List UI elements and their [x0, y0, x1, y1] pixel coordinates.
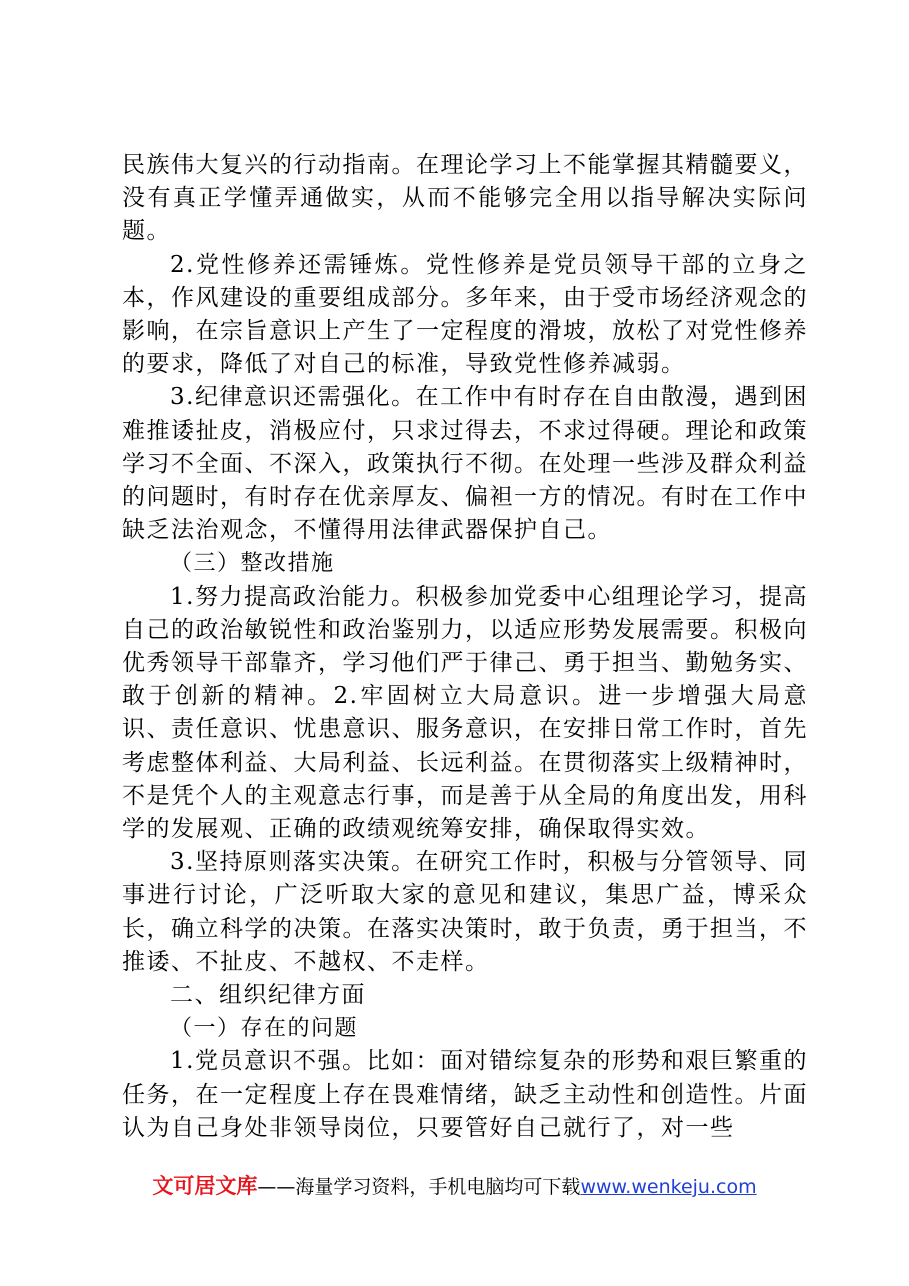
paragraph-party-member-awareness: 1.党员意识不强。比如：面对错综复杂的形势和艰巨繁重的任务，在一定程度上存在畏难情绪，缺乏主动性和创造性。片面认为自己身处非领导岗位，只要管好自己就行了，对一些: [122, 1048, 808, 1141]
document-body: [122, 149, 808, 1145]
paragraph-political-ability: 1.努力提高政治能力。积极参加党委中心组理论学习，提高自己的政治敏锐性和政治鉴别力，以适应形势发展需要。积极向优秀领导干部靠齐，学习他们严于律己、勇于担当、勤勉务实、敢于创新的精神。2.牢固树立大局意识。进一步增强大局意识、责任意识、忧患意识、服务意识，在安排日常工作时，首先考虑整体利益、大局利益、长远利益。在贯彻落实上级精神时，不是凭个人的主观意志行事，而是善于从全局的角度出发，用科学的发展观、正确的政绩观统筹安排，确保取得实效。: [122, 583, 808, 843]
footer-slogan: ——海量学习资料，手机电脑均可下载: [257, 1176, 581, 1198]
paragraph-decision-making: 3.坚持原则落实决策。在研究工作时，积极与分管领导、同事进行讨论，广泛听取大家的意见和建议，集思广益，博采众长，确立科学的决策。在落实决策时，敢于负责，勇于担当，不推诿、不扯皮、不越权、不走样。: [122, 849, 808, 975]
paragraph-continuation: 民族伟大复兴的行动指南。在理论学习上不能掌握其精髓要义，没有真正学懂弄通做实，从而不能够完全用以指导解决实际问题。: [122, 152, 808, 245]
paragraph-discipline-awareness: 3.纪律意识还需强化。在工作中有时存在自由散漫，遇到困难推诿扯皮，消极应付，只求过得去，不求过得硬。理论和政策学习不全面、不深入，政策执行不彻。在处理一些涉及群众利益的问题时，有时存在优亲厚友、偏袒一方的情况。有时在工作中缺乏法治观念，不懂得用法律武器保护自己。: [122, 384, 808, 544]
subheading-rectification-measures: （三）整改措施: [170, 551, 335, 577]
footer-brand: 文可居文库: [152, 1174, 258, 1198]
paragraph-party-spirit: 2.党性修养还需锤炼。党性修养是党员领导干部的立身之本，作风建设的重要组成部分。多年来，由于受市场经济观念的影响，在宗旨意识上产生了一定程度的滑坡，放松了对党性修养的要求，降低了对自己的标准，导致党性修养减弱。: [122, 251, 808, 378]
heading-organizational-discipline: 二、组织纪律方面: [170, 982, 366, 1009]
footer-banner: [0, 1170, 909, 1200]
subheading-existing-problems: （一）存在的问题: [170, 1016, 359, 1042]
footer-url-link[interactable]: www.wenkeju.com: [580, 1176, 757, 1198]
